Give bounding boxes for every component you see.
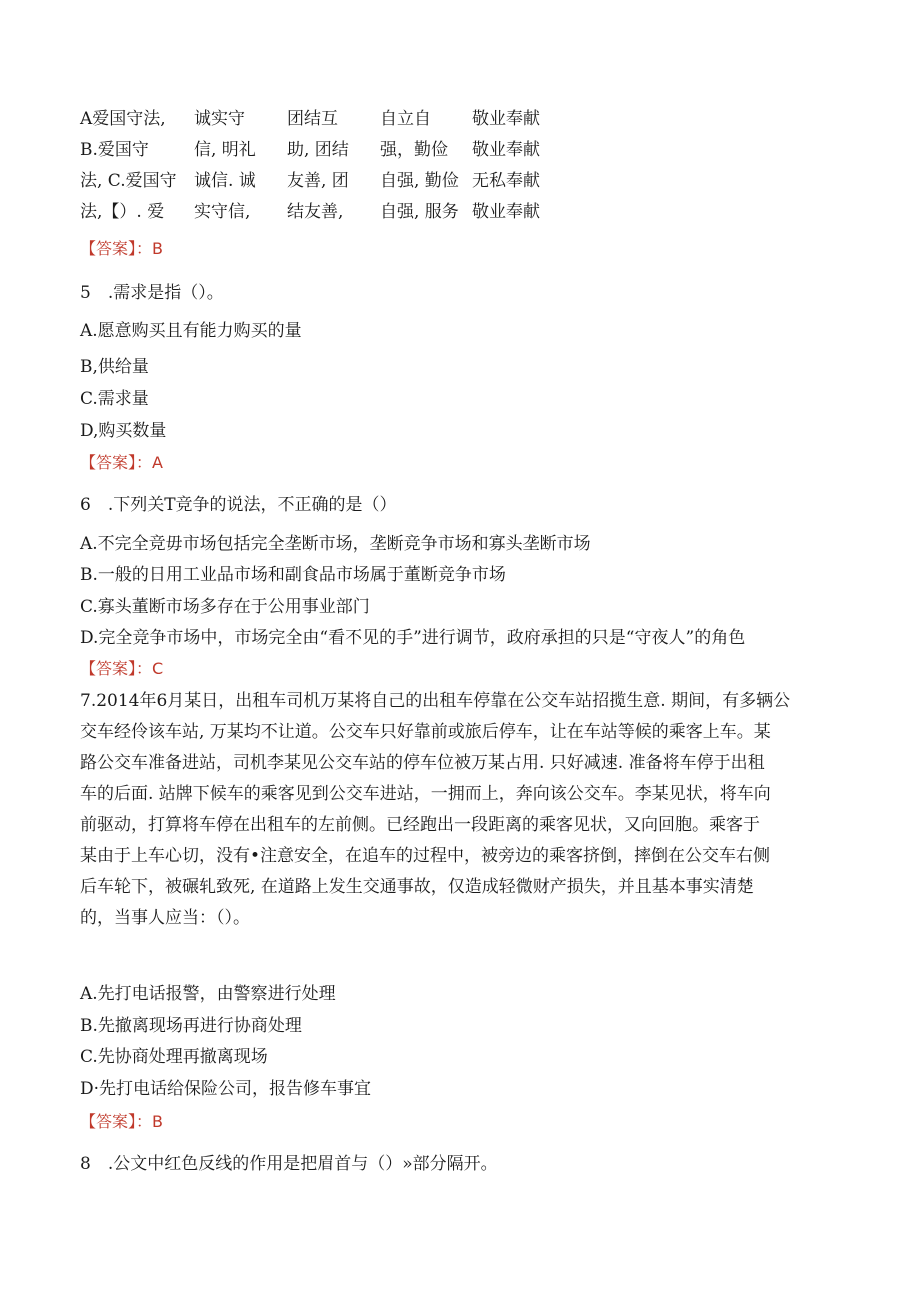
q4-answer: 【答案】：B <box>80 239 163 258</box>
q7-line: 交车经伶该车站, 万某均不让道。公交车只好靠前或旅后停车，让在车站等候的乘客上车。某 <box>80 722 771 742</box>
q7-line: 前驱动，打算将车停在出租车的左前侧。已经跑出一段距离的乘客见状，又向回胞。乘客于 <box>80 815 760 835</box>
q7-line: 某由于上车心切，没有•注意安全，在追车的过程中，被旁边的乘客挤倒，摔倒在公交车右侧 <box>80 846 771 866</box>
grid-cell: 自强, 勤俭 <box>380 171 459 191</box>
grid-cell: 法,【）. 爱 <box>80 202 165 222</box>
q7-paragraph <box>80 686 850 934</box>
q6-stem: 6 .下列关T竞争的说法，不正确的是（） <box>80 495 397 515</box>
q7-line: 后车轮下，被碾轧致死, 在道路上发生交通事故，仅造成轻微财产损失，并且基本事实清楚 <box>80 877 754 897</box>
grid-cell: 强，勤俭 <box>380 140 448 160</box>
grid-cell: 敬业奉献 <box>472 109 540 129</box>
grid-cell: 自强, 服务 <box>380 202 459 222</box>
grid-cell: 法, C.爱国守 <box>80 171 177 191</box>
q7-option-b: B.先撤离现场再进行协商处理 <box>80 1016 302 1036</box>
grid-cell: 诚实守 <box>194 109 245 129</box>
q5-stem: 5 .需求是指（）。 <box>80 283 224 303</box>
q7-line: 车的后面. 站牌下候车的乘客见到公交车进站，一拥而上，奔向该公交车。李某见状，将车向 <box>80 784 771 804</box>
q5-option-c: C.需求量 <box>80 389 149 409</box>
grid-cell: 结友善, <box>287 202 344 222</box>
q6-option-b: B.一般的日用工业品市场和副食品市场属于董断竞争市场 <box>80 565 506 585</box>
grid-cell: 友善, 团 <box>287 171 349 191</box>
q7-option-a: A.先打电话报警，由警察进行处理 <box>80 984 336 1004</box>
q8-stem: 8 .公文中红色反线的作用是把眉首与（）»部分隔开。 <box>80 1154 498 1174</box>
q7-option-c: C.先协商处理再撤离现场 <box>80 1047 268 1067</box>
q6-answer: 【答案】：C <box>80 659 164 678</box>
q7-line: 路公交车准备进站，司机李某见公交车站的停车位被万某占用. 只好减速. 准备将车停于出租 <box>80 753 765 773</box>
grid-cell: 助, 团结 <box>287 140 349 160</box>
grid-cell: 自立自 <box>380 109 431 129</box>
q5-option-d: D,购买数量 <box>80 421 167 441</box>
grid-cell: 信, 明礼 <box>194 140 256 160</box>
q6-option-a: A.不完全竞毋市场包括完全垄断市场，垄断竞争市场和寡头垄断市场 <box>80 534 591 554</box>
q7-option-d: D·先打电话给保险公司，报告修车事宜 <box>80 1079 372 1099</box>
grid-cell: 无私奉献 <box>472 171 540 191</box>
q6-option-c: C.寡头董断市场多存在于公用事业部门 <box>80 597 370 617</box>
q7-line: 7.2014年6月某日，出租车司机万某将自己的出租车停靠在公交车站招揽生意. 期间，有多辆公 <box>80 691 791 711</box>
grid-cell: 敬业奉献 <box>472 140 540 160</box>
grid-cell: 敬业奉献 <box>472 202 540 222</box>
grid-cell: B.爱国守 <box>80 140 149 160</box>
grid-cell: 实守信, <box>194 202 251 222</box>
q7-line: 的，当事人应当：（）。 <box>80 908 250 928</box>
q6-option-d: D.完全竞争市场中，市场完全由“看不见的手”进行调节，政府承担的只是“守夜人”的角色 <box>80 628 746 648</box>
grid-cell: 诚信. 诚 <box>194 171 256 191</box>
q5-answer: 【答案】：A <box>80 453 163 472</box>
grid-cell: A爱国守法, <box>80 109 166 129</box>
grid-cell: 团结互 <box>287 109 338 129</box>
q7-answer: 【答案】：B <box>80 1112 163 1131</box>
q5-option-b: B,供给量 <box>80 357 149 377</box>
q5-option-a: A.愿意购买且有能力购买的量 <box>80 321 302 341</box>
